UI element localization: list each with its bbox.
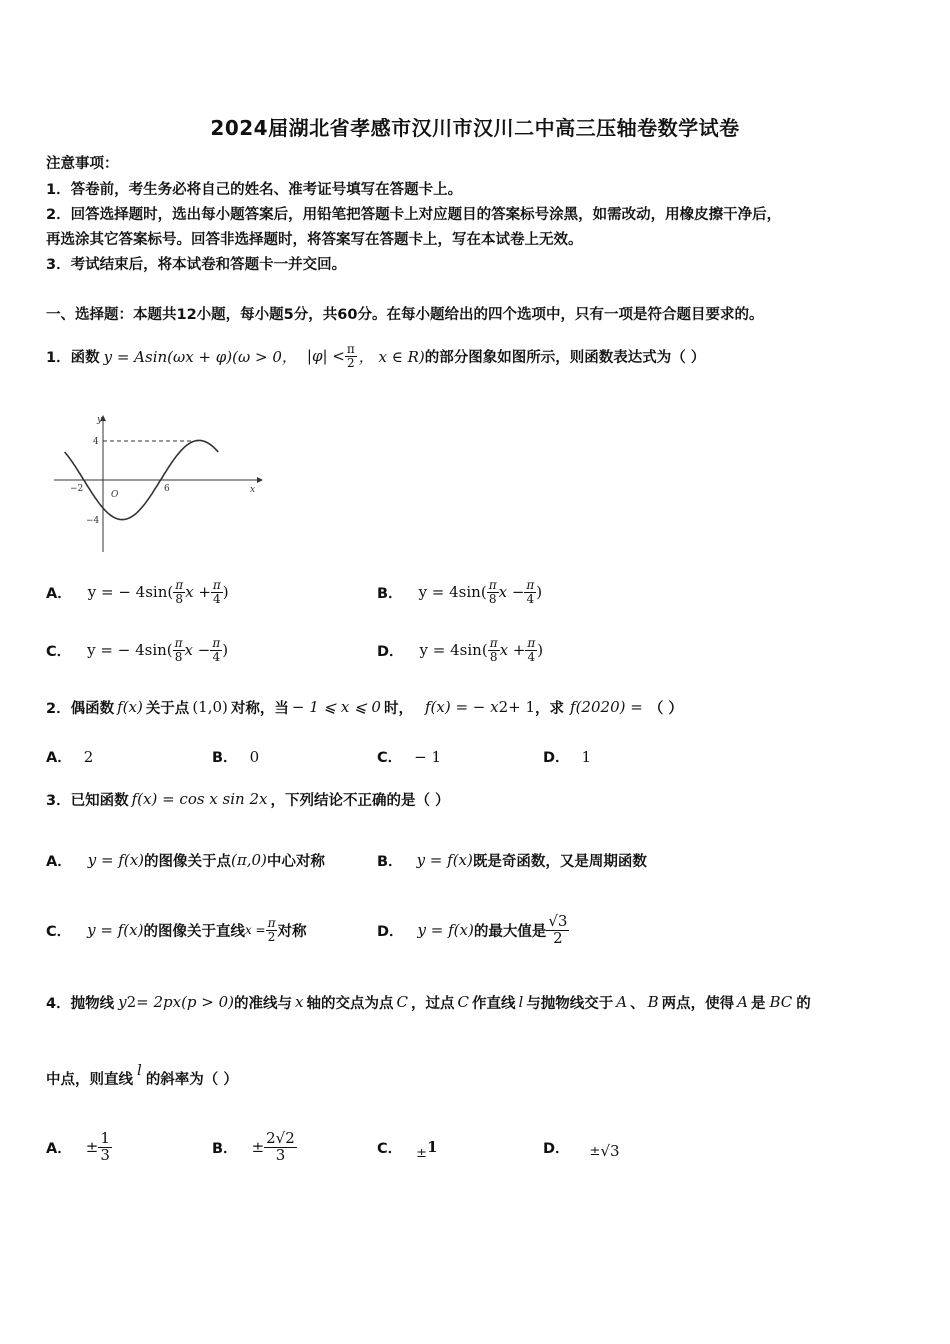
q2-option-d[interactable]: D． 1: [543, 748, 592, 766]
question-1: [46, 336, 705, 376]
q3-option-a[interactable]: A． y = f(x) 的图像关于点 (π,0) 中心对称: [46, 851, 325, 870]
q1-condition-2: ， x ∈ R): [358, 347, 425, 366]
tick-y-4: 4: [93, 437, 99, 447]
q3-number: 3．已知函数: [46, 792, 129, 809]
q4-number: 4．抛物线: [46, 995, 115, 1012]
option-label: C．: [46, 643, 72, 660]
q4-option-a[interactable]: A． ± $\frac{1}{3}$: [46, 1128, 110, 1164]
question-2: 2．偶函数 f(x) 关于点 (1,0) 对称，当 − 1 ⩽ x ⩽ 0 时， f(x) = − x 2 + 1 ，求 f(2020) = （ ）: [46, 698, 683, 717]
notice-item-1: 1．答卷前，考生务必将自己的姓名、准考证号填写在答题卡上。: [46, 182, 463, 198]
tick-y-neg-4: −4: [86, 516, 100, 526]
question-4: 4．抛物线 y 2 = 2px(p > 0) 的准线与 x 轴的交点为点 C ，过点 C 作直线 l 与抛物线交于 A 、 B 两点，使得 A 是 BC 的: [46, 993, 811, 1012]
q1-pi-over-2: $\frac{\pi}{2}$: [346, 341, 355, 370]
tick-x-6: 6: [164, 484, 170, 494]
x-axis-label: x: [250, 485, 256, 495]
q3-option-c[interactable]: C． y = f(x) 的图像关于直线 x = $\frac{\pi}{2}$ 对称: [46, 915, 307, 944]
q1-formula: y = Asin(ωx + φ)(ω > 0，: [103, 347, 297, 366]
q2-option-a[interactable]: A． 2: [46, 748, 94, 766]
option-label: A．: [46, 585, 72, 602]
q2-option-c[interactable]: C． − 1: [377, 748, 442, 766]
q4-option-c[interactable]: C． ± 1: [377, 1138, 438, 1161]
question-3: 3．已知函数 f(x) = cos x sin 2x ，下列结论不正确的是（ ）: [46, 790, 450, 809]
page-title: 2024届湖北省孝感市汉川市汉川二中高三压轴卷数学试卷: [210, 116, 740, 140]
notice-item-2: 2．回答选择题时，选出每小题答案后，用铅笔把答题卡上对应题目的答案标号涂黑，如需改动，用橡皮擦干净后，: [46, 207, 782, 223]
q1-number: 1．函数: [46, 349, 100, 366]
q2-option-b[interactable]: B． 0: [212, 748, 260, 766]
q1-option-b[interactable]: B． y = 4sin( $\frac{\pi}{8}$ x − $\frac{\pi}{4}$ ): [377, 577, 543, 606]
q2-number: 2．偶函数: [46, 700, 115, 717]
q3-option-d[interactable]: D． y = f(x) 的最大值是 $\frac{√3}{2}$: [377, 911, 568, 947]
notice-item-3: 3．考试结束后，将本试卷和答题卡一并交回。: [46, 257, 347, 273]
q1-option-a[interactable]: A． y = − 4sin( $\frac{\pi}{8}$ x + $\frac{\pi}{4}$ ): [46, 577, 229, 606]
q1-tail: 的部分图象如图所示，则函数表达式为（ ）: [424, 349, 706, 366]
q3-option-b[interactable]: B． y = f(x) 既是奇函数，又是周期函数: [377, 851, 647, 870]
notice-heading: 注意事项：: [46, 156, 119, 172]
q1-option-d[interactable]: D． y = 4sin( $\frac{\pi}{8}$ x + $\frac{\pi}{4}$ ): [377, 635, 544, 664]
q1-condition: |φ| <: [306, 347, 345, 365]
section-heading: 一、选择题：本题共12小题，每小题5分，共60分。在每小题给出的四个选项中，只有一项是符合题目要求的。: [46, 307, 764, 323]
origin-label: O: [111, 490, 119, 500]
notice-item-2-cont: 再选涂其它答案标号。回答非选择题时，将答案写在答题卡上，写在本试卷上无效。: [46, 232, 583, 248]
y-axis-label: y: [97, 415, 103, 425]
option-label: D．: [377, 643, 404, 660]
q1-option-c[interactable]: C． y = − 4sin( $\frac{\pi}{8}$ x − $\frac{\pi}{4}$ ): [46, 635, 229, 664]
q1-sine-graph: [48, 410, 270, 560]
option-label: B．: [377, 585, 403, 602]
q4-option-d[interactable]: D． ± √3: [543, 1140, 620, 1160]
q4-option-b[interactable]: B． ± $\frac{2√2}{3}$: [212, 1128, 295, 1164]
question-4-line-2: 中点，则直线 l 的斜率为（ ）: [46, 1061, 238, 1088]
tick-x-neg-2: −2: [70, 484, 84, 494]
